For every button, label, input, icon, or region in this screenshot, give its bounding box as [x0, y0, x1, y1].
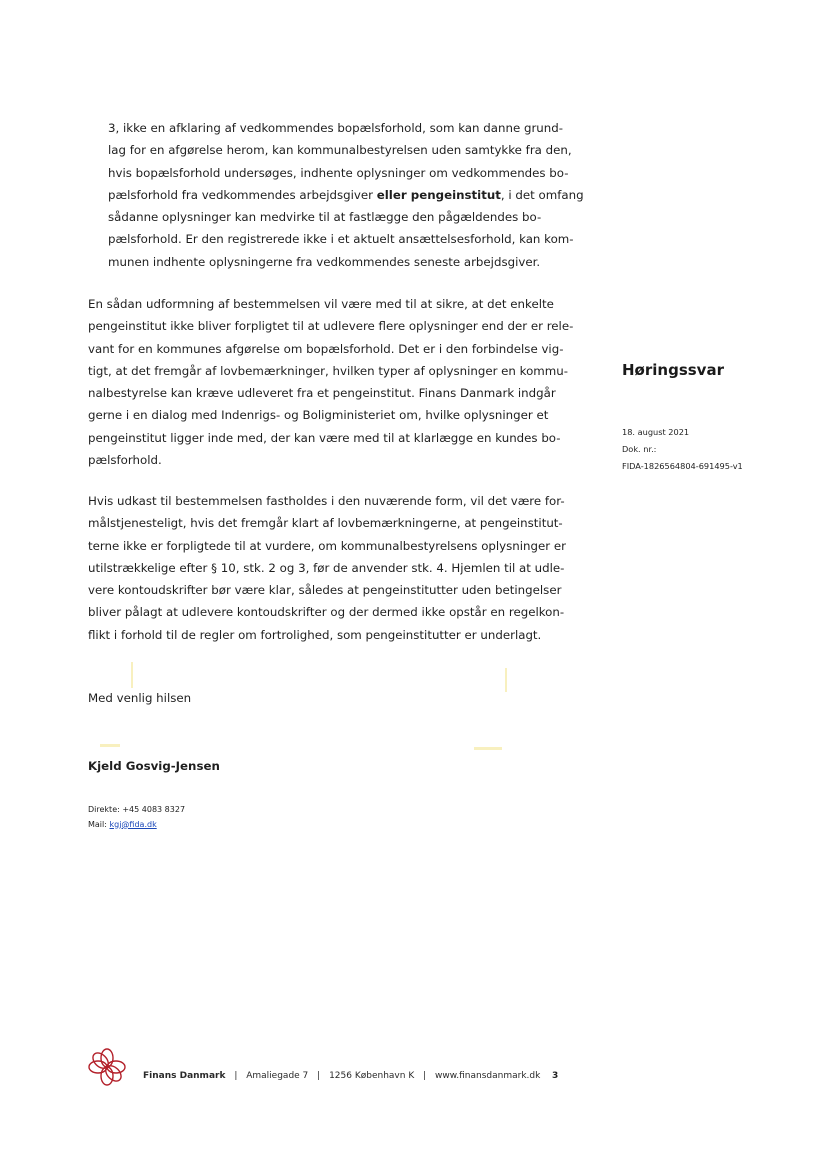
signer-name: Kjeld Gosvig-Jensen	[88, 759, 220, 773]
quote-line: sådanne oplysninger kan medvirke til at fastlægge den pågældendes bo-	[108, 210, 542, 225]
quote-line: lag for en afgørelse herom, kan kommunalbestyrelsen uden samtykke fra den,	[108, 143, 572, 158]
contact-direct-phone: Direkte: +45 4083 8327	[88, 805, 186, 814]
paragraph-line: tigt, at det fremgår af lovbemærkninger, hvilken typer af oplysninger en kommu-	[88, 363, 569, 378]
quote-line-start: pælsforhold fra vedkommendes arbejdsgiver	[108, 187, 377, 202]
page-number: 3	[552, 1071, 559, 1081]
footer-website[interactable]: www.finansdanmark.dk	[435, 1071, 541, 1081]
paragraph-line: bliver pålagt at udlevere kontoudskrifter og der dermed ikke opstår en regelkon-	[88, 605, 565, 620]
document-date: 18. august 2021	[622, 427, 690, 437]
contact-details	[88, 803, 185, 832]
page-footer	[143, 1071, 540, 1081]
paragraph-line: vant for en kommunes afgørelse om bopælsforhold. Det er i den forbindelse vig-	[88, 341, 564, 356]
paragraph-line: gerne i en dialog med Indenrigs- og Boligministeriet om, hvilke oplysninger et	[88, 408, 549, 423]
scan-highlight-mark	[100, 744, 120, 747]
paragraph-line: pengeinstitut ligger inde med, der kan være med til at klarlægge en kundes bo-	[88, 430, 561, 445]
document-type-title: Høringssvar	[622, 361, 724, 379]
footer-separator: |	[234, 1071, 238, 1081]
footer-city: 1256 København K	[329, 1071, 415, 1081]
paragraph-line: utilstrækkelige efter § 10, stk. 2 og 3, før de anvender stk. 4. Hjemlen til at udle-	[88, 560, 565, 575]
quoted-provision	[108, 117, 584, 273]
quote-line: munen indhente oplysningerne fra vedkommendes seneste arbejdsgiver.	[108, 254, 541, 269]
paragraph-line: terne ikke er forpligtede til at vurdere, om kommunalbestyrelsens oplysninger er	[88, 538, 566, 553]
paragraph-line: vere kontoudskrifter bør være klar, således at pengeinstitutter uden betingelser	[88, 583, 562, 598]
footer-org: Finans Danmark	[143, 1071, 226, 1081]
quote-line: pælsforhold. Er den registrerede ikke i et aktuelt ansættelsesforhold, kan kom-	[108, 232, 574, 247]
document-meta	[622, 424, 743, 475]
paragraph-line: målstjenesteligt, hvis det fremgår klart af lovbemærkningerne, at pengeinstitut-	[88, 516, 563, 531]
scan-highlight-mark	[131, 662, 133, 688]
scan-highlight-mark	[474, 747, 502, 750]
document-number: FIDA-1826564804-691495-v1	[622, 461, 743, 471]
body-paragraph-2	[88, 490, 566, 646]
paragraph-line: Hvis udkast til bestemmelsen fastholdes i den nuværende form, vil det være for-	[88, 494, 565, 508]
quote-line-end: , i det omfang	[500, 187, 584, 202]
quote-line: 3, ikke en afklaring af vedkommendes bopælsforhold, som kan danne grund-	[108, 121, 564, 135]
body-paragraph-1	[88, 293, 574, 471]
paragraph-line: nalbestyrelse kan kræve udleveret fra et pengeinstitut. Finans Danmark indgår	[88, 386, 556, 401]
paragraph-line: En sådan udformning af bestemmelsen vil være med til at sikre, at det enkelte	[88, 297, 554, 311]
document-number-label: Dok. nr.:	[622, 444, 657, 454]
paragraph-line: pælsforhold.	[88, 453, 162, 468]
quote-line: hvis bopælsforhold undersøges, indhente oplysninger om vedkommendes bo-	[108, 165, 569, 180]
contact-mail-label: Mail:	[88, 819, 110, 829]
closing-greeting: Med venlig hilsen	[88, 691, 192, 705]
paragraph-line: pengeinstitut ikke bliver forpligtet til at udlevere flere oplysninger end der er rele-	[88, 319, 574, 334]
contact-mail-link[interactable]: kgj@fida.dk	[109, 819, 157, 829]
footer-separator: |	[423, 1071, 427, 1081]
scan-highlight-mark	[505, 668, 507, 692]
contact-mail-row	[88, 818, 185, 833]
quote-emphasis: eller pengeinstitut	[376, 187, 501, 202]
footer-separator: |	[317, 1071, 321, 1081]
paragraph-line: flikt i forhold til de regler om fortrolighed, som pengeinstitutter er underlagt.	[88, 627, 542, 642]
quote-line-with-emphasis	[108, 184, 584, 206]
finans-danmark-logo-icon	[86, 1046, 128, 1088]
footer-street: Amaliegade 7	[246, 1071, 309, 1081]
